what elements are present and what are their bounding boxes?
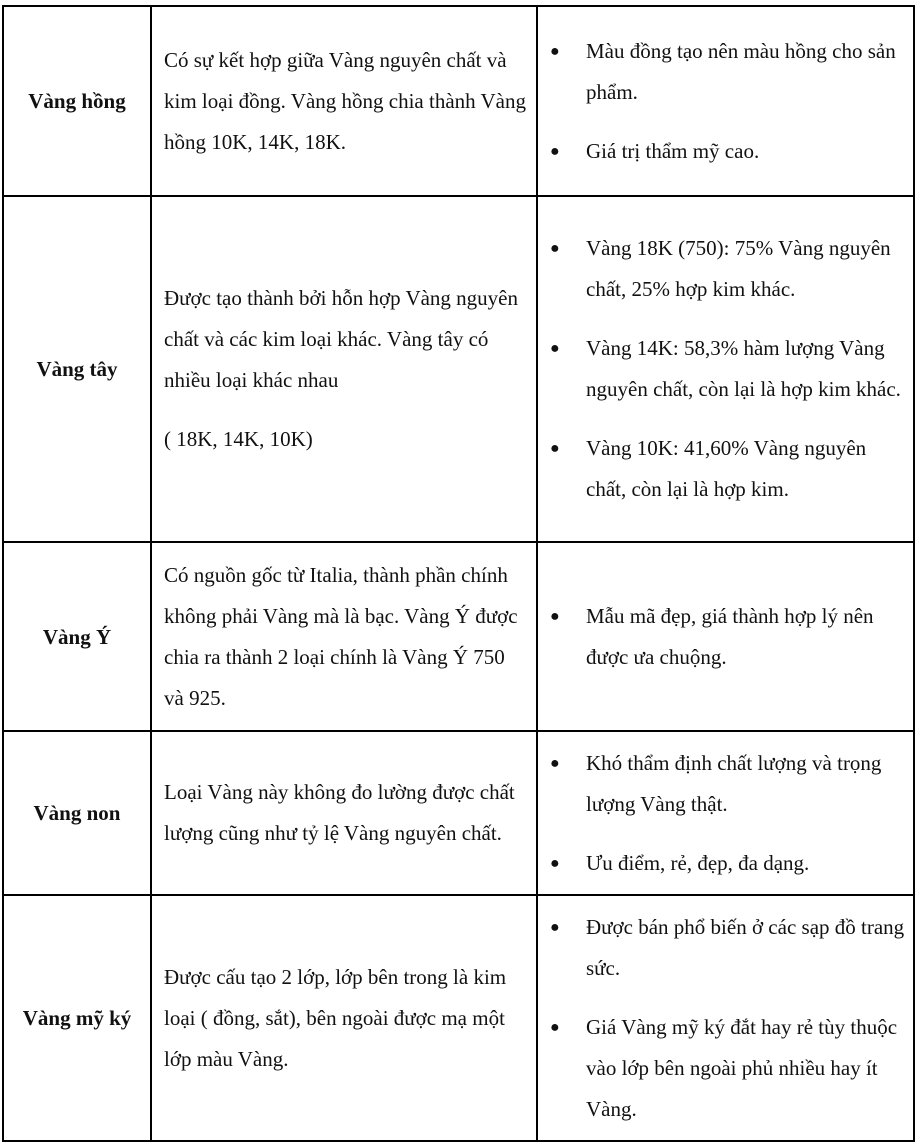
list-item: ● Vàng 18K (750): 75% Vàng nguyên chất, 25% hợp kim khác. [550, 228, 909, 310]
bullet-icon: ● [550, 854, 560, 872]
table-row [3, 542, 914, 731]
table-row [3, 196, 914, 542]
gold-type-name: Vàng hồng [3, 6, 151, 196]
gold-type-name: Vàng non [3, 731, 151, 895]
list-item: ● Ưu điểm, rẻ, đẹp, đa dạng. [550, 843, 909, 884]
bullet-icon: ● [550, 1018, 560, 1036]
bullet-icon: ● [550, 754, 560, 772]
list-item: ● Vàng 14K: 58,3% hàm lượng Vàng nguyên chất, còn lại là hợp kim khác. [550, 328, 909, 410]
description-text: Loại Vàng này không đo lường được chất lượng cũng như tỷ lệ Vàng nguyên chất. [164, 780, 515, 845]
table-row [3, 731, 914, 895]
description-text: Được tạo thành bởi hỗn hợp Vàng nguyên chất và các kim loại khác. Vàng tây có nhiều loại khác nhau [164, 286, 519, 392]
bullet-icon: ● [550, 42, 560, 60]
list-item: ● Mẫu mã đẹp, giá thành hợp lý nên được ưa chuộng. [550, 596, 909, 678]
description-text: Được cấu tạo 2 lớp, lớp bên trong là kim loại ( đồng, sắt), bên ngoài được mạ một lớp màu Vàng. [164, 964, 507, 1071]
list-item: ● Khó thẩm định chất lượng và trọng lượng Vàng thật. [550, 743, 909, 825]
bullet-icon: ● [550, 340, 560, 357]
list-item: ● Giá Vàng mỹ ký đắt hay rẻ tùy thuộc vào lớp bên ngoài phủ nhiều hay ít Vàng. [550, 1007, 909, 1130]
table-row [3, 6, 914, 196]
gold-type-name: Vàng tây [3, 196, 151, 542]
gold-type-name: Vàng Ý [3, 542, 151, 731]
description-text: Có sự kết hợp giữa Vàng nguyên chất và kim loại đồng. Vàng hồng chia thành Vàng hồng 10K, 14K, 18K. [164, 47, 527, 154]
bullet-icon: ● [550, 440, 560, 457]
description-text: Có nguồn gốc từ Italia, thành phần chính không phải Vàng mà là bạc. Vàng Ý được chia ra thành 2 loại chính là Vàng Ý 750 và 925. [164, 562, 518, 710]
description-text: ( 18K, 14K, 10K) [164, 427, 313, 451]
gold-type-features [537, 196, 914, 542]
gold-type-description [151, 6, 537, 196]
bullet-icon: ● [550, 142, 560, 160]
gold-type-name: Vàng mỹ ký [3, 895, 151, 1141]
gold-type-description [151, 196, 537, 542]
list-item: ● Giá trị thẩm mỹ cao. [550, 131, 909, 172]
gold-type-features [537, 895, 914, 1141]
gold-type-features [537, 542, 914, 731]
gold-type-features [537, 6, 914, 196]
bullet-icon: ● [550, 240, 560, 257]
list-item: ● Vàng 10K: 41,60% Vàng nguyên chất, còn lại là hợp kim. [550, 428, 909, 510]
gold-type-description [151, 542, 537, 731]
gold-type-description [151, 731, 537, 895]
bullet-icon: ● [550, 607, 560, 625]
list-item: ● Màu đồng tạo nên màu hồng cho sản phẩm. [550, 31, 909, 113]
bullet-icon: ● [550, 918, 560, 936]
gold-type-features [537, 731, 914, 895]
list-item: ● Được bán phổ biến ở các sạp đồ trang sức. [550, 907, 909, 989]
gold-types-table [2, 5, 915, 1142]
gold-type-description [151, 895, 537, 1141]
table-row [3, 895, 914, 1141]
